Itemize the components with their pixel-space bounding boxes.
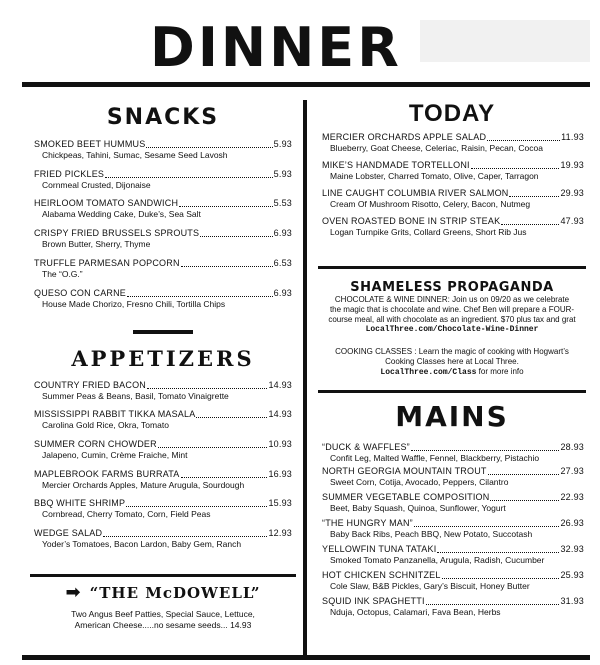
item-name: QUESO CON CARNE [34, 288, 127, 298]
mcdowell-desc [30, 609, 296, 631]
item-price: 47.93 [560, 216, 584, 226]
item-price: 26.93 [560, 518, 584, 528]
today-rule [318, 266, 586, 269]
leader-dots [490, 500, 559, 501]
item-desc: Cream Of Mushroom Risotto, Celery, Bacon, Nutmeg [330, 199, 531, 209]
mcdowell-rule [30, 574, 296, 577]
item-price: 28.93 [560, 442, 584, 452]
item-desc: Maine Lobster, Charred Tomato, Olive, Caper, Tarragon [330, 171, 539, 181]
item-name: YELLOWFIN TUNA TATAKI [322, 544, 437, 554]
menu-item [322, 466, 584, 488]
item-price: 14.93 [268, 409, 292, 419]
menu-item [34, 258, 292, 280]
leader-dots [181, 477, 268, 478]
item-desc: Jalapeno, Cumin, Crème Fraiche, Mint [42, 450, 188, 460]
item-price: 27.93 [560, 466, 584, 476]
menu-item [322, 596, 584, 618]
mcdowell-price: 14.93 [230, 620, 252, 630]
section-rule [133, 330, 193, 334]
item-price: 31.93 [560, 596, 584, 606]
leader-dots [442, 578, 560, 579]
menu-item [34, 139, 292, 161]
leader-dots [126, 506, 267, 507]
corner-shade [420, 20, 590, 62]
item-desc: Nduja, Octopus, Calamari, Fava Bean, Herbs [330, 607, 501, 617]
item-desc: Cornbread, Cherry Tomato, Corn, Field Peas [42, 509, 211, 519]
leader-dots [127, 296, 273, 297]
item-desc: Beet, Baby Squash, Quinoa, Sunflower, Yogurt [330, 503, 506, 513]
item-name: MISSISSIPPI RABBIT TIKKA MASALA [34, 409, 196, 419]
item-price: 6.93 [273, 288, 292, 298]
item-name: BBQ WHITE SHRIMP [34, 498, 126, 508]
item-desc: Cole Slaw, B&B Pickles, Gary’s Biscuit, Honey Butter [330, 581, 530, 591]
menu-item [322, 132, 584, 154]
menu-item [34, 169, 292, 191]
item-name: MERCIER ORCHARDS APPLE SALAD [322, 132, 487, 142]
item-name: COUNTRY FRIED BACON [34, 380, 146, 390]
item-price: 25.93 [560, 570, 584, 580]
leader-dots [158, 447, 268, 448]
item-price: 22.93 [560, 492, 584, 502]
leader-dots [501, 224, 559, 225]
item-desc: Logan Turnpike Grits, Collard Greens, Short Rib Jus [330, 227, 527, 237]
item-name: WEDGE SALAD [34, 528, 103, 538]
leader-dots [181, 266, 273, 267]
item-name: FRIED PICKLES [34, 169, 105, 179]
mcdowell-desc-line1: Two Angus Beef Patties, Special Sauce, Lettuce, [71, 609, 255, 619]
menu-item [34, 228, 292, 250]
mcdowell-heading [30, 582, 296, 603]
leader-dots [103, 536, 267, 537]
item-desc: Brown Butter, Sherry, Thyme [42, 239, 151, 249]
menu-item [34, 469, 292, 491]
item-price: 5.53 [273, 198, 292, 208]
promo-tail: for more info [476, 367, 524, 376]
page-title: DINNER [150, 16, 402, 79]
menu-item [34, 439, 292, 461]
item-name: SUMMER CORN CHOWDER [34, 439, 157, 449]
leader-dots [437, 552, 559, 553]
snacks-heading: SNACKS [106, 105, 220, 130]
menu-item [322, 492, 584, 514]
item-price: 29.93 [560, 188, 584, 198]
title-rule [22, 82, 590, 87]
mcdowell-desc-text: American Cheese.....no sesame seeds... [74, 620, 228, 630]
item-name: “DUCK & WAFFLES” [322, 442, 410, 452]
item-price: 5.93 [273, 139, 292, 149]
chocolate-dinner-link[interactable]: LocalThree.com/Chocolate-Wine-Dinner [365, 325, 539, 334]
menu-item [34, 198, 292, 220]
cooking-class-promo [312, 347, 592, 378]
item-name: OVEN ROASTED BONE IN STRIP STEAK [322, 216, 501, 226]
menu-item [34, 498, 292, 520]
item-name: CRISPY FRIED BRUSSELS SPROUTS [34, 228, 200, 238]
item-name: SUMMER VEGETABLE COMPOSITION [322, 492, 490, 502]
propaganda-heading: SHAMELESS PROPAGANDA [350, 280, 554, 295]
item-desc: Baby Back Ribs, Peach BBQ, New Potato, Succotash [330, 529, 533, 539]
leader-dots [471, 168, 560, 169]
menu-item [322, 188, 584, 210]
leader-dots [509, 196, 559, 197]
propaganda-rule [318, 390, 586, 393]
menu-item [34, 288, 292, 310]
item-name: SMOKED BEET HUMMUS [34, 139, 146, 149]
item-name: LINE CAUGHT COLUMBIA RIVER SALMON [322, 188, 509, 198]
item-name: TRUFFLE PARMESAN POPCORN [34, 258, 180, 268]
item-name: “THE HUNGRY MAN” [322, 518, 413, 528]
item-price: 10.93 [268, 439, 292, 449]
menu-item [322, 216, 584, 238]
item-price: 14.93 [268, 380, 292, 390]
item-desc: Mercier Orchards Apples, Mature Arugula, Sourdough [42, 480, 245, 490]
menu-item [34, 528, 292, 550]
menu-item [322, 518, 584, 540]
item-price: 16.93 [268, 469, 292, 479]
promo-line: course meal, all with chocolate as an ingredient. $70 plus tax and grat [328, 315, 576, 324]
leader-dots [146, 147, 272, 148]
menu-item [322, 442, 584, 464]
item-name: SQUID INK SPAGHETTI [322, 596, 425, 606]
cooking-class-link[interactable]: LocalThree.com/Class [380, 368, 477, 377]
item-price: 12.93 [268, 528, 292, 538]
item-desc: Confit Leg, Malted Waffle, Fennel, Blackberry, Pistachio [330, 453, 540, 463]
bottom-rule [22, 655, 590, 660]
column-divider [303, 100, 307, 655]
item-name: MAPLEBROOK FARMS BURRATA [34, 469, 180, 479]
item-name: NORTH GEORGIA MOUNTAIN TROUT [322, 466, 487, 476]
item-price: 32.93 [560, 544, 584, 554]
menu-item [34, 409, 292, 431]
today-heading: TODAY [408, 100, 496, 127]
leader-dots [414, 526, 560, 527]
leader-dots [105, 177, 273, 178]
promo-line: Cooking Classes here at Local Three. [385, 357, 519, 366]
item-desc: Smoked Tomato Panzanella, Arugula, Radish, Cucumber [330, 555, 545, 565]
item-price: 5.93 [273, 169, 292, 179]
leader-dots [200, 236, 272, 237]
item-desc: Blueberry, Goat Cheese, Celeriac, Raisin, Pecan, Cocoa [330, 143, 543, 153]
promo-line: COOKING CLASSES : Learn the magic of cooking with Hogwart’s [335, 347, 569, 356]
appetizers-heading: APPETIZERS [71, 346, 255, 371]
promo-line: the magic that is chocolate and wine. Chef Ben will prepare a FOUR- [329, 305, 575, 314]
item-price: 6.53 [273, 258, 292, 268]
chocolate-dinner-promo [312, 295, 592, 335]
menu-item [322, 544, 584, 566]
item-desc: Carolina Gold Rice, Okra, Tomato [42, 420, 169, 430]
item-price: 6.93 [273, 228, 292, 238]
promo-line: CHOCOLATE & WINE DINNER: Join us on 09/20 as we celebrate [334, 295, 570, 304]
item-name: MIKE’S HANDMADE TORTELLONI [322, 160, 470, 170]
leader-dots [147, 388, 267, 389]
item-price: 15.93 [268, 498, 292, 508]
leader-dots [487, 140, 560, 141]
item-desc: Cornmeal Crusted, Dijonaise [42, 180, 151, 190]
item-desc: Sweet Corn, Cotija, Avocado, Peppers, Cilantro [330, 477, 509, 487]
item-desc: Alabama Wedding Cake, Duke’s, Sea Salt [42, 209, 201, 219]
leader-dots [196, 417, 267, 418]
item-name: HOT CHICKEN SCHNITZEL [322, 570, 441, 580]
mcdowell-desc-line2 [30, 620, 296, 631]
arrow-right-icon: ➡ [65, 582, 82, 603]
mcdowell-title: “THE McDOWELL” [89, 583, 261, 602]
item-price: 11.93 [561, 132, 584, 142]
menu-item [322, 570, 584, 592]
item-desc: The “O.G.” [42, 269, 83, 279]
mcdowell-box [30, 582, 296, 631]
leader-dots [411, 450, 560, 451]
promo-line [312, 367, 592, 378]
item-desc: House Made Chorizo, Fresno Chili, Tortilla Chips [42, 299, 226, 309]
leader-dots [426, 604, 560, 605]
menu-item [34, 380, 292, 402]
item-price: 19.93 [560, 160, 584, 170]
leader-dots [488, 474, 560, 475]
item-desc: Summer Peas & Beans, Basil, Tomato Vinaigrette [42, 391, 229, 401]
item-desc: Chickpeas, Tahini, Sumac, Sesame Seed Lavosh [42, 150, 228, 160]
item-name: HEIRLOOM TOMATO SANDWICH [34, 198, 179, 208]
leader-dots [179, 206, 273, 207]
mains-heading: MAINS [395, 400, 509, 433]
menu-item [322, 160, 584, 182]
item-desc: Yoder’s Tomatoes, Bacon Lardon, Baby Gem, Ranch [42, 539, 242, 549]
